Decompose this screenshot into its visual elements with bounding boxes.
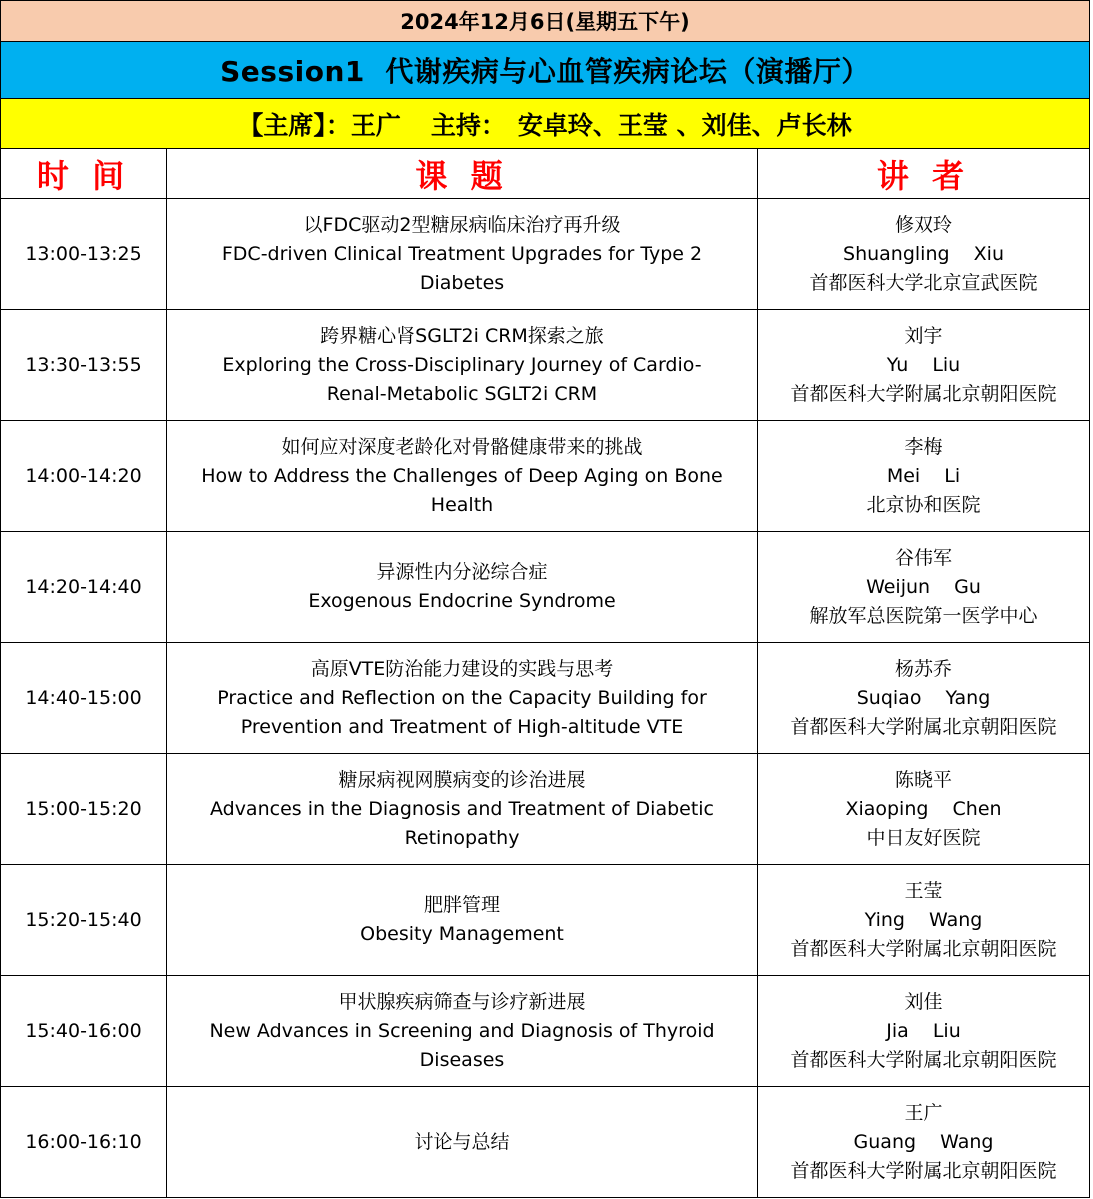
topic-cell: [167, 754, 758, 865]
topic-cell: [167, 199, 758, 310]
time-cell: [1, 643, 167, 754]
speaker-name-en: Shuangling Xiu: [843, 242, 1004, 265]
speaker-cell: [758, 421, 1090, 532]
table-row: [1, 643, 1090, 754]
speaker-cell: [758, 643, 1090, 754]
date-row: [1, 1, 1090, 42]
speaker-name-cn: 李梅: [904, 435, 943, 458]
topic-cn: 如何应对深度老龄化对骨骼健康带来的挑战: [281, 435, 643, 458]
chair-row: [1, 99, 1090, 149]
speaker-hospital: 首都医科大学附属北京朝阳医院: [790, 382, 1057, 405]
topic-cell: [167, 976, 758, 1087]
speaker-name-cn: 修双玲: [894, 213, 952, 236]
topic-cell: [167, 532, 758, 643]
column-header-time: 时 间: [1, 149, 167, 199]
topic-en: Practice and Reflection on the Capacity Building for Prevention and Treatment of High-altitude VTE: [217, 686, 707, 738]
speaker-name-en: Weijun Gu: [866, 575, 981, 598]
time-cell: [1, 754, 167, 865]
time-text: 14:40-15:00: [25, 686, 142, 709]
table-row: [1, 1087, 1090, 1198]
topic-cell: [167, 643, 758, 754]
session-title: Session1 代谢疾病与心血管疾病论坛（演播厅）: [1, 42, 1090, 99]
time-cell: [1, 1087, 167, 1198]
speaker-hospital: 北京协和医院: [866, 493, 981, 516]
table-row: [1, 976, 1090, 1087]
topic-cn: 以FDC驱动2型糖尿病临床治疗再升级: [303, 213, 621, 236]
speaker-name-en: Jia Liu: [886, 1019, 961, 1042]
topic-en: Exogenous Endocrine Syndrome: [308, 590, 616, 612]
speaker-name-cn: 杨苏乔: [894, 657, 952, 680]
time-cell: [1, 865, 167, 976]
date-heading: 2024年12月6日(星期五下午): [1, 1, 1090, 42]
speaker-cell: [758, 310, 1090, 421]
time-text: 13:00-13:25: [25, 242, 142, 265]
topic-cell: [167, 310, 758, 421]
topic-cn: 肥胖管理: [423, 894, 500, 916]
time-text: 15:40-16:00: [25, 1019, 142, 1042]
table-row: [1, 865, 1090, 976]
column-header-topic: 课 题: [167, 149, 758, 199]
topic-cn: 跨界糖心肾SGLT2i CRM探索之旅: [320, 324, 604, 347]
time-cell: [1, 976, 167, 1087]
topic-en: Advances in the Diagnosis and Treatment of Diabetic Retinopathy: [209, 797, 715, 849]
topic-cell: [167, 1087, 758, 1198]
time-text: 14:00-14:20: [25, 464, 142, 487]
speaker-name-en: Yu Liu: [886, 353, 961, 376]
speaker-hospital: 中日友好医院: [866, 826, 981, 849]
topic-en: FDC-driven Clinical Treatment Upgrades for Type 2 Diabetes: [221, 242, 703, 294]
time-text: 15:00-15:20: [25, 797, 142, 820]
table-row: [1, 199, 1090, 310]
table-row: [1, 532, 1090, 643]
speaker-name-en: Guang Wang: [853, 1130, 994, 1153]
host-label: 主持：: [430, 110, 506, 140]
time-cell: [1, 421, 167, 532]
speaker-hospital: 首都医科大学北京宣武医院: [809, 271, 1038, 294]
session-row: [1, 42, 1090, 99]
topic-en: Obesity Management: [360, 923, 564, 945]
speaker-name-cn: 王广: [904, 1101, 943, 1124]
topic-cn: 糖尿病视网膜病变的诊治进展: [338, 768, 586, 791]
time-cell: [1, 310, 167, 421]
topic-en: How to Address the Challenges of Deep Aging on Bone Health: [201, 464, 723, 516]
speaker-name-cn: 谷伟军: [894, 546, 952, 569]
topic-cn: 高原VTE防治能力建设的实践与思考: [310, 657, 614, 680]
speaker-cell: [758, 976, 1090, 1087]
topic-cell: [167, 421, 758, 532]
speaker-hospital: 解放军总医院第一医学中心: [809, 604, 1038, 627]
chair-label: 【主席】：: [238, 110, 351, 140]
time-text: 15:20-15:40: [25, 908, 142, 931]
time-text: 16:00-16:10: [25, 1130, 142, 1153]
speaker-cell: [758, 532, 1090, 643]
speaker-cell: [758, 754, 1090, 865]
topic-cn: 异源性内分泌综合症: [376, 561, 548, 583]
table-row: [1, 421, 1090, 532]
speaker-hospital: 首都医科大学附属北京朝阳医院: [790, 715, 1057, 738]
time-text: 13:30-13:55: [25, 353, 142, 376]
speaker-name-en: Suqiao Yang: [856, 686, 991, 709]
topic-cell: [167, 865, 758, 976]
speaker-name-cn: 陈晓平: [894, 768, 952, 791]
speaker-name-cn: 王莹: [904, 879, 943, 902]
table-row: [1, 310, 1090, 421]
table-row: [1, 754, 1090, 865]
time-cell: [1, 532, 167, 643]
column-header-speaker: 讲 者: [758, 149, 1090, 199]
speaker-cell: [758, 199, 1090, 310]
topic-cn: 讨论与总结: [414, 1130, 510, 1153]
column-header-row: [1, 149, 1090, 199]
speaker-hospital: 首都医科大学附属北京朝阳医院: [790, 1048, 1057, 1071]
speaker-name-en: Mei Li: [886, 464, 961, 487]
time-cell: [1, 199, 167, 310]
time-text: 14:20-14:40: [25, 575, 142, 598]
chair-name: 王广: [350, 110, 401, 140]
speaker-hospital: 首都医科大学附属北京朝阳医院: [790, 937, 1057, 960]
speaker-name-cn: 刘佳: [904, 990, 943, 1013]
speaker-cell: [758, 1087, 1090, 1198]
speaker-hospital: 首都医科大学附属北京朝阳医院: [790, 1159, 1057, 1182]
speaker-cell: [758, 865, 1090, 976]
speaker-name-en: Xiaoping Chen: [845, 797, 1002, 820]
speaker-name-en: Ying Wang: [864, 908, 983, 931]
topic-en: Exploring the Cross-Disciplinary Journey of Cardio-Renal-Metabolic SGLT2i CRM: [222, 353, 702, 405]
topic-en: New Advances in Screening and Diagnosis of Thyroid Diseases: [209, 1019, 715, 1071]
speaker-name-cn: 刘宇: [904, 324, 943, 347]
host-names: 安卓玲、王莹 、刘佳、卢长林: [517, 110, 852, 140]
chair-line: [1, 99, 1090, 149]
topic-cn: 甲状腺疾病筛查与诊疗新进展: [338, 990, 586, 1013]
